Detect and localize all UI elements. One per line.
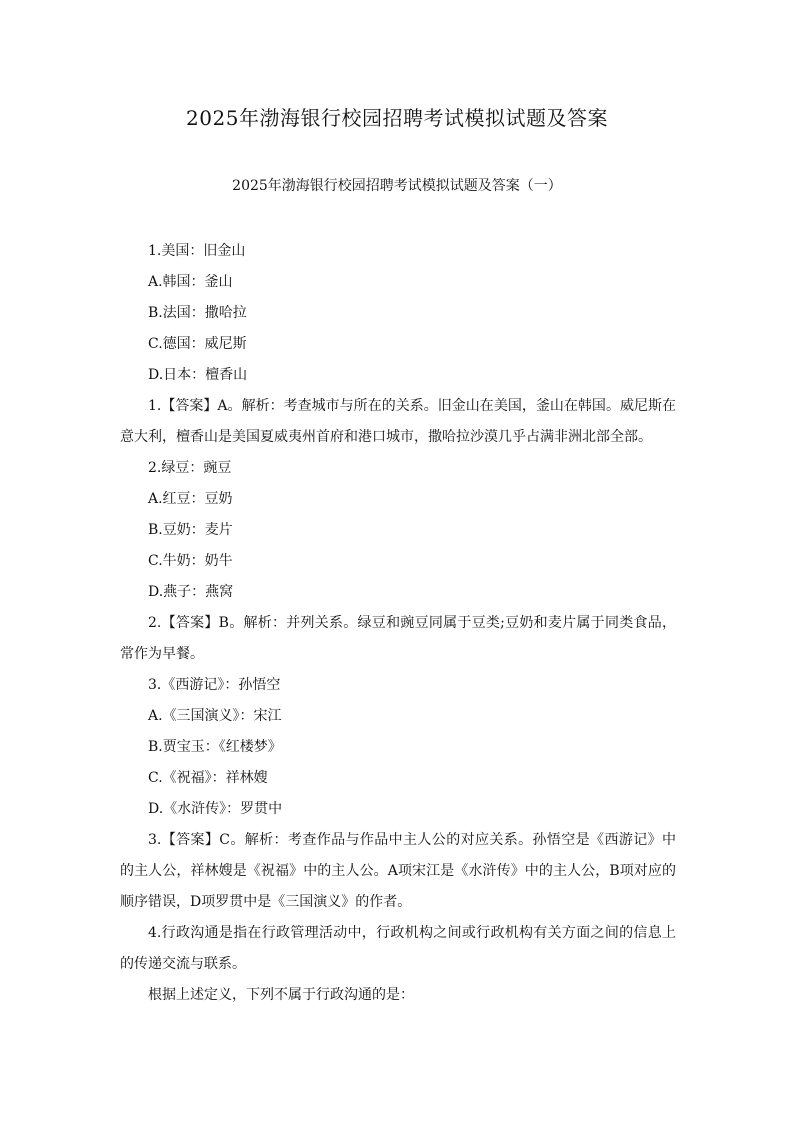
document-body <box>120 236 676 1011</box>
question-1-stem: 1.美国：旧金山 <box>148 243 246 259</box>
question-1-answer: 1.【答案】A。解析：考查城市与所在的关系。旧金山在美国，釜山在韩国。威尼斯在意大利，檀香山是美国夏威夷州首府和港口城市，撒哈拉沙漠几乎占满非洲北部全部。 <box>120 398 676 445</box>
question-2-option-d: D.燕子：燕窝 <box>148 584 234 600</box>
question-3-answer: 3.【答案】C。解析：考查作品与作品中主人公的对应关系。孙悟空是《西游记》中的主人公，祥林嫂是《祝福》中的主人公。A项宋江是《水浒传》中的主人公，B项对应的顺序错误，D项罗贯中是《三国演义》的作者。 <box>120 832 676 910</box>
question-1-option-a: A.韩国：釜山 <box>148 274 233 290</box>
question-1-option-d: D.日本：檀香山 <box>148 367 248 383</box>
question-2-option-b: B.豆奶：麦片 <box>148 522 233 538</box>
question-2-answer: 2.【答案】B。解析：并列关系。绿豆和豌豆同属于豆类;豆奶和麦片属于同类食品，常作为早餐。 <box>120 615 676 662</box>
question-1-option-b: B.法国：撒哈拉 <box>148 305 247 321</box>
question-3-option-c: C.《祝福》：祥林嫂 <box>148 770 268 786</box>
question-2-option-c: C.牛奶：奶牛 <box>148 553 233 569</box>
question-3-option-b: B.贾宝玉：《红楼梦》 <box>148 739 282 755</box>
question-3-option-d: D.《水浒传》：罗贯中 <box>148 801 283 817</box>
question-2-option-a: A.红豆：豆奶 <box>148 491 233 507</box>
question-2-stem: 2.绿豆：豌豆 <box>148 460 232 476</box>
question-1-option-c: C.德国：威尼斯 <box>148 336 247 352</box>
question-4-prompt: 根据上述定义，下列不属于行政沟通的是： <box>148 987 414 1003</box>
question-4-stem: 4.行政沟通是指在行政管理活动中，行政机构之间或行政机构有关方面之间的信息上的传递交流与联系。 <box>120 925 676 972</box>
question-3-stem: 3.《西游记》：孙悟空 <box>148 677 281 693</box>
document-title: 2025年渤海银行校园招聘考试模拟试题及答案 <box>186 106 608 130</box>
question-3-option-a: A.《三国演义》：宋江 <box>148 708 282 724</box>
document-subtitle: 2025年渤海银行校园招聘考试模拟试题及答案（一） <box>232 178 562 194</box>
